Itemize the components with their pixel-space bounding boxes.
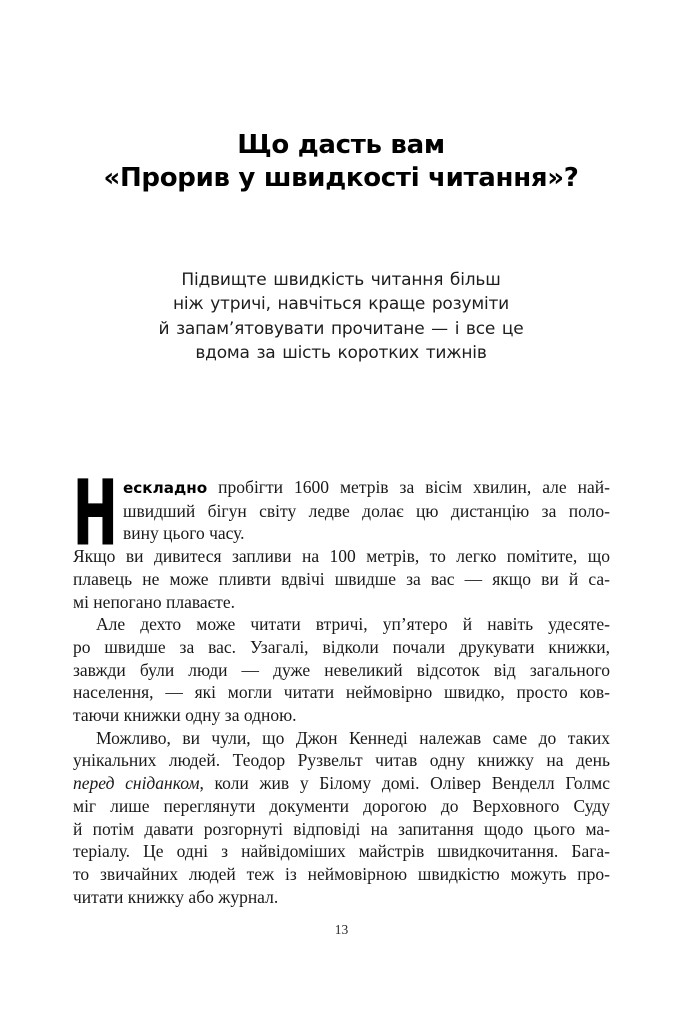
body-segment: завжди були люди — дуже невеликий відсоток від загального <box>73 659 610 680</box>
body-line <box>123 476 610 500</box>
body-line <box>73 795 610 818</box>
page-number: 13 <box>334 922 349 937</box>
subtitle-line-1: Підвищте швидкість читання більш <box>181 270 501 290</box>
body-line <box>73 613 610 636</box>
body-segment: теріалу. Це одні з найвідоміших майстрів швидкочитання. Бага- <box>73 841 610 862</box>
body-segment: ро швидше за вас. Узагалі, відколи почали друкувати книжки, <box>73 636 610 657</box>
subtitle-line-2: ніж утричі, навчіться краще розуміти <box>172 294 510 315</box>
chapter-title <box>0 129 682 194</box>
body-line <box>73 659 610 682</box>
body-segment: Але дехто може читати втричі, уп’ятеро й навіть удесяте- <box>96 614 610 635</box>
body-line <box>73 749 610 772</box>
body-line <box>73 591 610 614</box>
body-segment: Можливо, ви чули, що Джон Кеннеді належав саме до таких <box>96 727 610 748</box>
body-segment: , коли жив у Білому домі. Олівер Венделл Голмс <box>199 773 610 794</box>
body-line <box>73 568 610 591</box>
body-line <box>73 886 610 909</box>
body-line <box>73 840 610 863</box>
body-segment: то звичайних людей теж із неймовірною швидкістю можуть про- <box>73 863 610 884</box>
body-line <box>73 704 610 727</box>
chapter-title-line-2: «Прорив у швидкості читання»? <box>103 162 579 193</box>
paragraph-famous-readers <box>73 727 610 909</box>
subtitle-line-4: вдома за шість коротких тижнів <box>195 343 487 364</box>
body-segment: Якщо ви дивитеся запливи на 100 метрів, то легко помітите, що <box>73 546 610 567</box>
body-segment: пробігти 1600 метрів за вісім хвилин, але най- <box>207 477 610 497</box>
body-segment: читати книжку або журнал. <box>73 886 279 907</box>
body-line <box>73 863 610 886</box>
body-segment: плавець не може пливти вдвічі швидше за вас — якщо ви й са- <box>73 568 610 589</box>
body-line <box>73 636 610 659</box>
body-segment: й потім давати розгорнуті відповіді на запитання щодо цього ма- <box>73 818 610 839</box>
chapter-title-line-1: Що дасть вам <box>237 130 445 160</box>
body-segment-lead: ескладно <box>123 479 208 497</box>
paragraph-fast-readers <box>73 613 610 727</box>
body-segment: міг лише переглянути документи дорогою до Верховного Суду <box>73 795 610 816</box>
body-segment: мі непогано плаваєте. <box>73 591 235 612</box>
chapter-subtitle <box>0 268 682 366</box>
body-line <box>73 818 610 841</box>
body-segment: таючи книжки одну за одною. <box>73 705 297 726</box>
paragraph-swimmers <box>73 545 610 613</box>
dropcap-letter: Н <box>73 461 118 565</box>
body-segment: унікальних людей. Теодор Рузвельт читав одну книжку на день <box>73 750 610 771</box>
body-line <box>73 681 610 704</box>
body-line <box>73 772 610 795</box>
body-text <box>73 461 610 908</box>
body-segment: населення, — які могли читати неймовірно швидко, просто ков- <box>73 682 610 703</box>
body-segment: швидший бігун світу ледве долає цю дистанцію за поло- <box>123 500 610 521</box>
body-line <box>123 500 610 523</box>
body-segment: вину цього часу. <box>123 523 245 544</box>
body-line <box>123 522 610 545</box>
body-line <box>73 727 610 750</box>
subtitle-line-3: й запам’ятовувати прочитане — і все це <box>158 318 524 339</box>
body-line <box>73 545 610 568</box>
body-segment-italic: перед сніданком <box>73 773 200 794</box>
